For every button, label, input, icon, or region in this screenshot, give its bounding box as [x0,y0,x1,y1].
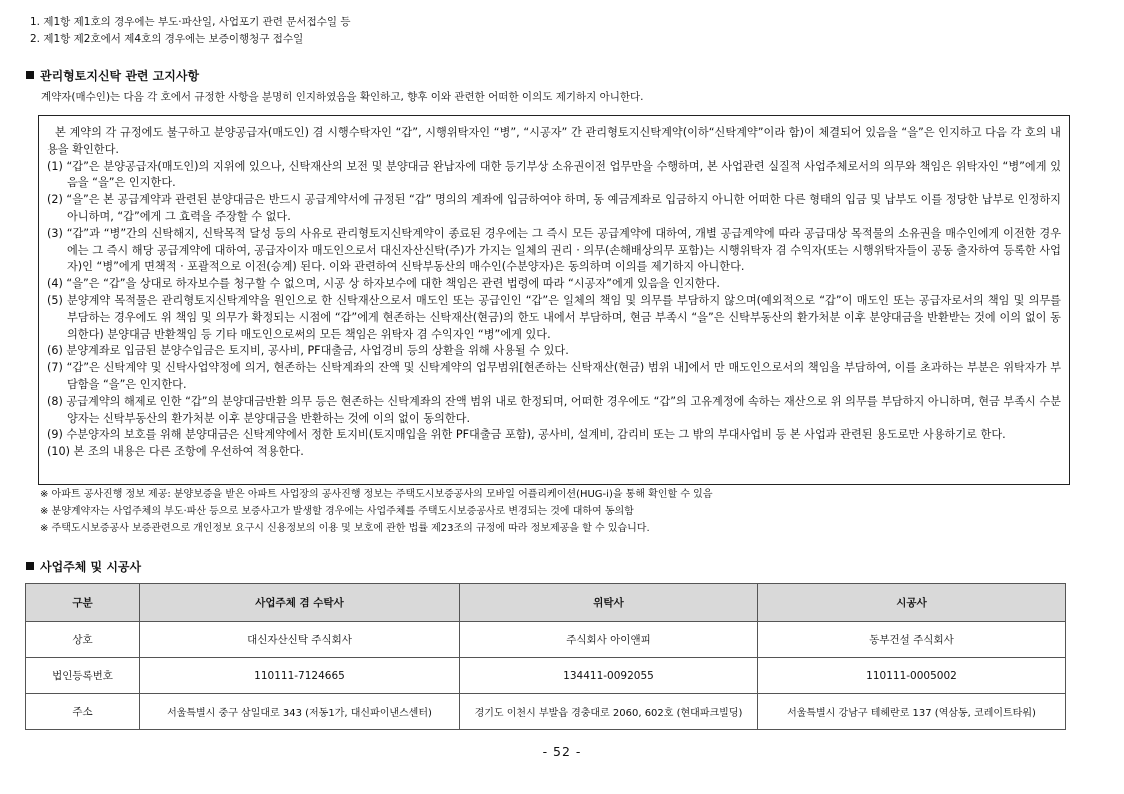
table-cell: 대신자산신탁 주식회사 [140,622,460,658]
notice-item: (3) “갑”과 “병”간의 신탁해지, 신탁목적 달성 등의 사유로 관리형토지신탁계약이 종료된 경우에는 그 즉시 모든 공급계약에 대하여, 개별 공급계약에 따라 공급대상 목적물의 소유권을 매수인에게 이전한 경우에는 그 즉시 해당 공급계약에 대하여, 공급자이자 매도인으로서 대신자산신탁(주)가 가지는 일체의 권리 · 의무(손해배상의무 포함)는 시행위탁자 겸 수익자(또는 시행위탁자들이 공동 출자하여 등록한 사업자)인 “병”에게 면책적 · 포괄적으로 이전(승계) 된다. 이와 관련하여 신탁부동산의 매수인(수분양자)은 동의하며 이의를 제기하지 아니한다. [47,226,1061,274]
section-title-trust [26,67,199,84]
page-number: - 52 - [542,744,582,759]
note-item: ※ 분양계약자는 사업주체의 부도·파산 등으로 보증사고가 발생할 경우에는 사업주체를 주택도시보증공사로 변경되는 것에 대하여 동의함 [40,506,634,517]
table-header-cell: 위탁사 [460,584,758,622]
table-cell: 상호 [26,622,140,658]
table-cell: 서울특별시 중구 삼일대로 343 (저동1가, 대신파이낸스센터) [140,694,460,730]
notice-item: (8) 공급계약의 해제로 인한 “갑”의 분양대금반환 의무 등은 현존하는 신탁계좌의 잔액 범위 내로 한정되며, 어떠한 경우에도 “갑”의 고유계정에 속하는 재산으로 위 의무를 부담하지 아니하며, 현금 부족시 수분양자는 신탁부동산의 환가처분 이후 분양대금을 반환하는 것에 이의 없이 동의한다. [47,394,1061,425]
notice-item: (2) “을”은 본 공급계약과 관련된 분양대금은 반드시 공급계약서에 규정된 “갑” 명의의 계좌에 입금하여야 하며, 동 예금계좌로 입금하지 아니한 어떠한 다른 형태의 입금 및 납부도 이를 정당한 납부로 인정하지 아니하며, “갑”에게 그 효력을 주장할 수 없다. [47,193,1061,223]
notice-item: (6) 분양계좌로 입금된 분양수입금은 토지비, 공사비, PF대출금, 사업경비 등의 상환을 위해 사용될 수 있다. [47,344,569,358]
table-header-cell: 구분 [26,584,140,622]
top-list [30,14,350,48]
notice-item: (4) “을”은 “갑”을 상대로 하자보수를 청구할 수 없으며, 시공 상 하자보수에 대한 책임은 관련 법령에 따라 “시공자”에게 있음을 인지한다. [47,277,720,291]
notice-item: (7) “갑”은 신탁계약 및 신탁사업약정에 의거, 현존하는 신탁계좌의 잔액 및 신탁계약의 업무범위[현존하는 신탁재산(현금) 범위 내]에서 만 매도인으로서의 책임을 부담하여, 이를 초과하는 부분은 위탁자가 부담함을 “을”은 인지한다. [47,361,1061,391]
section-title-text: 사업주체 및 시공사 [40,560,142,574]
notice-item: (10) 본 조의 내용은 다른 조항에 우선하여 적용한다. [47,445,304,459]
notice-item: (5) 분양계약 목적물은 관리형토지신탁계약을 원인으로 한 신탁재산으로서 매도인 또는 공급인인 “갑”은 일체의 책임 및 의무를 부담하지 않으며(예외적으로 “갑”이 매도인 또는 공급자로서의 책임 및 의무를 부담하는 경우에도 위 책임 및 의무가 확정되는 시점에 “갑”에게 현존하는 신탁재산(현금)의 한도 내에서 부담하며, 현금 부족시 “을”은 신탁부동산의 환가처분 이후 분양대금을 반환받는 것에 이의 없이 동의한다) 분양대금 반환책임 등 기타 매도인으로써의 모든 책임은 위탁자 겸 수익자인 “병”에게 있다. [47,293,1061,341]
top-list-item: 2. 제1항 제2호에서 제4호의 경우에는 보증이행청구 접수일 [30,33,304,45]
notice-item: (9) 수분양자의 보호를 위해 분양대금은 신탁계약에서 정한 토지비(토지매입을 위한 PF대출금 포함), 공사비, 설계비, 감리비 또는 그 밖의 부대사업비 등 본 사업과 관련된 용도로만 사용하기로 한다. [47,428,1006,442]
note-item: ※ 아파트 공사진행 정보 제공: 분양보증을 받은 아파트 사업장의 공사진행 정보는 주택도시보증공사의 모바일 어플리케이션(HUG-i)을 통해 확인할 수 있음 [40,489,713,500]
notice-box [38,115,1070,485]
section-title-text: 관리형토지신탁 관련 고지사항 [40,69,200,83]
table-cell: 110111-0005002 [758,658,1066,694]
table-cell: 법인등록번호 [26,658,140,694]
section-title-business [26,558,141,575]
business-table [25,583,1066,730]
table-row [26,694,1066,730]
table-cell: 주소 [26,694,140,730]
square-bullet-icon [26,562,34,570]
square-bullet-icon [26,71,34,79]
section-intro: 계약자(매수인)는 다음 각 호에서 규정한 사항을 분명히 인지하였음을 확인하고, 향후 이와 관련한 어떠한 이의도 제기하지 아니한다. [41,91,644,103]
table-cell: 주식회사 아이앤피 [460,622,758,658]
notice-lead: 본 계약의 각 규정에도 불구하고 분양공급자(매도인) 겸 시행수탁자인 “갑”, 시행위탁자인 “병”, “시공자” 간 관리형토지신탁계약(이하“신탁계약”이라 함)이 체결되어 있음을 “을”은 인지하고 다음 각 호의 내용을 확인한다. [47,126,1061,156]
table-header-row [26,584,1066,622]
table-row [26,622,1066,658]
notes [40,486,713,537]
table-cell: 서울특별시 강남구 테헤란로 137 (역삼동, 코레이트타워) [758,694,1066,730]
table-cell: 경기도 이천시 부발읍 경충대로 2060, 602호 (현대파크빌딩) [460,694,758,730]
notice-item: (1) “갑”은 분양공급자(매도인)의 지위에 있으나, 신탁재산의 보전 및 분양대금 완납자에 대한 등기부상 소유권이전 업무만을 수행하며, 본 사업관련 실질적 사업주체로서의 의무와 책임은 위탁자인 “병”에게 있음을 “을”은 인지한다. [47,159,1061,190]
table-cell: 110111-7124665 [140,658,460,694]
table-header-cell: 사업주체 겸 수탁사 [140,584,460,622]
table-header-cell: 시공사 [758,584,1066,622]
table-cell: 동부건설 주식회사 [758,622,1066,658]
note-item: ※ 주택도시보증공사 보증관련으로 개인정보 요구시 신용정보의 이용 및 보호에 관한 법률 제23조의 규정에 따라 정보제공을 할 수 있습니다. [40,523,650,534]
table-row [26,658,1066,694]
top-list-item: 1. 제1항 제1호의 경우에는 부도·파산일, 사업포기 관련 문서접수일 등 [30,16,351,28]
table-cell: 134411-0092055 [460,658,758,694]
